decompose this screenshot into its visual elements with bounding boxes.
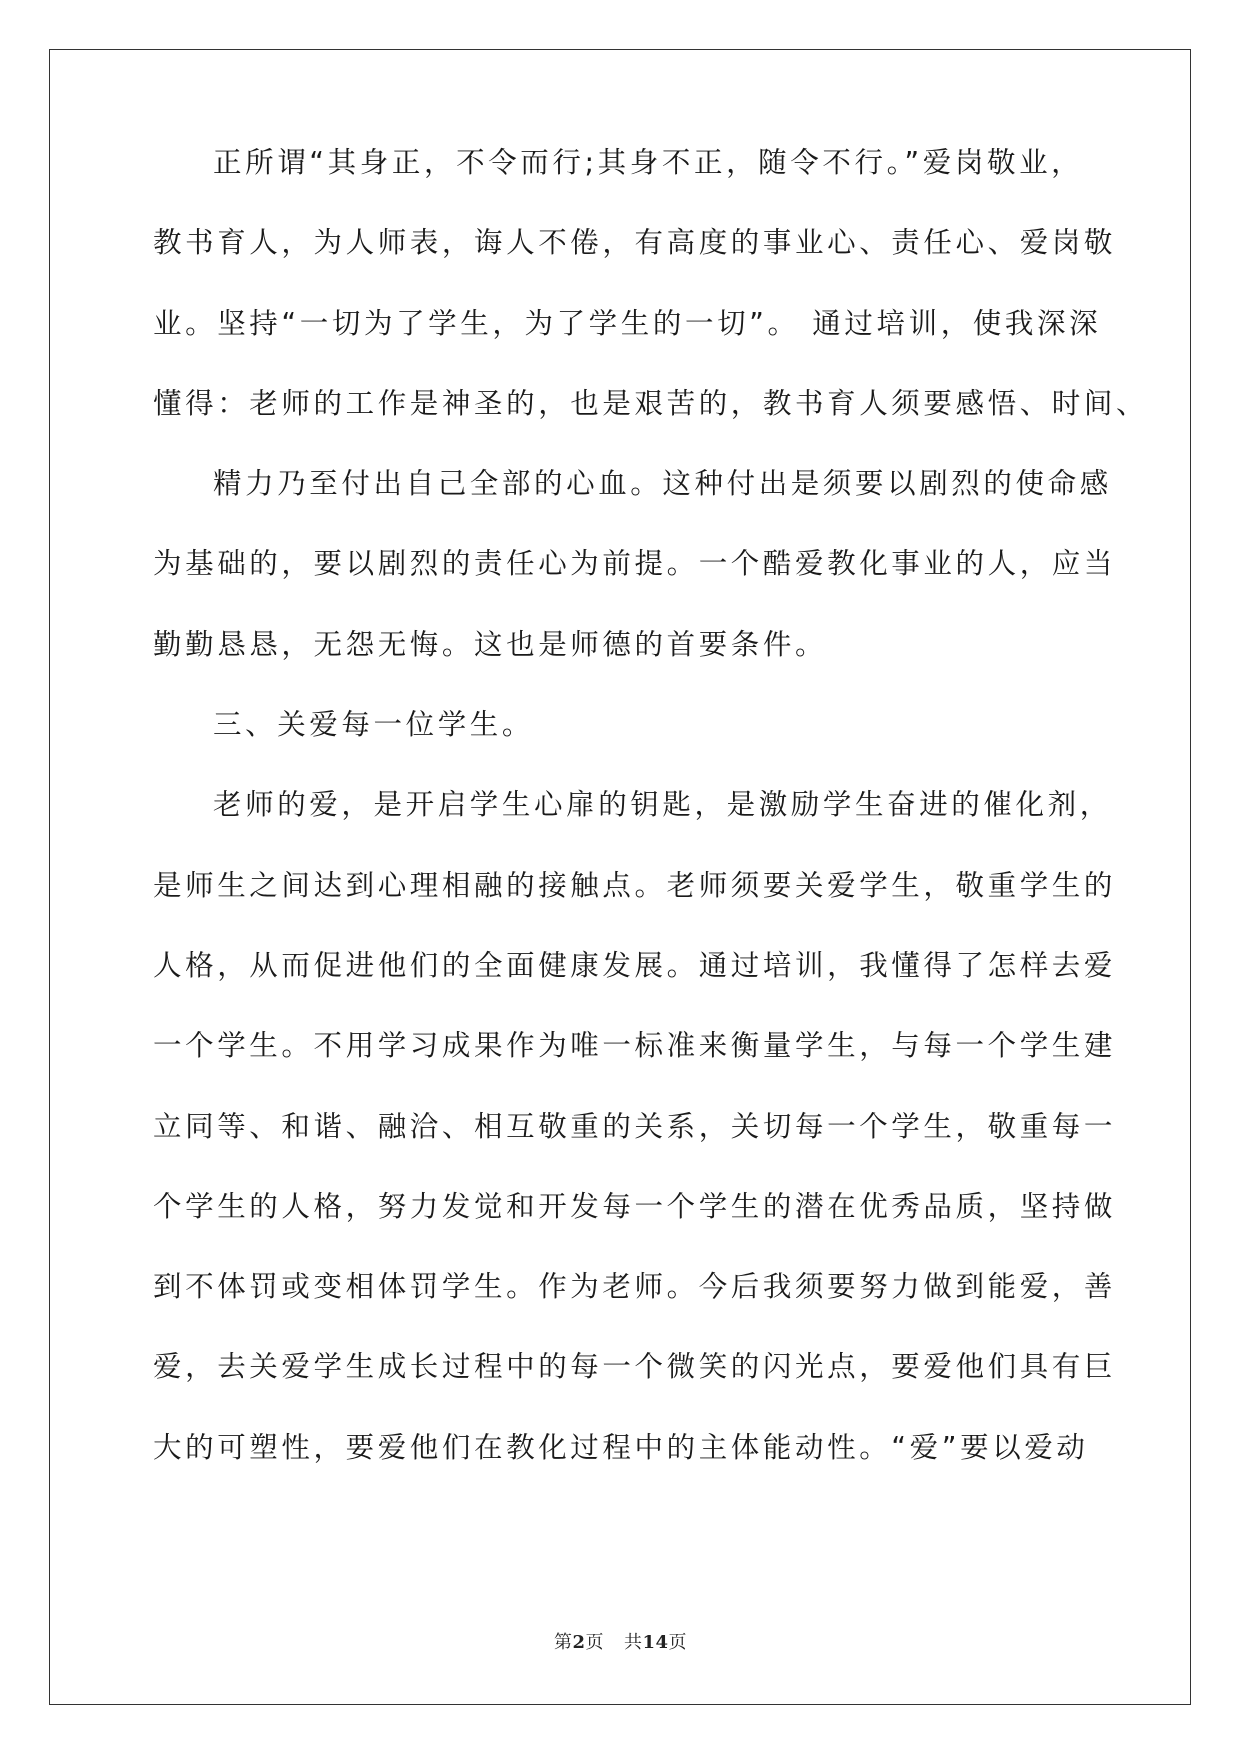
total-suffix: 页 [668, 1632, 688, 1653]
text-line: 业。坚持“一切为了学生，为了学生的一切”。 通过培训，使我深深 [153, 306, 1102, 340]
page-footer [0, 1628, 1241, 1654]
document-body [153, 138, 1149, 1503]
text-line: 人格，从而促进他们的全面健康发展。通过培训，我懂得了怎样去爱 [153, 948, 1117, 982]
text-line: 是师生之间达到心理相融的接触点。老师须要关爱学生，敬重学生的 [153, 868, 1117, 902]
text-line: 一个学生。不用学习成果作为唯一标准来衡量学生，与每一个学生建 [153, 1029, 1117, 1063]
page-prefix: 第 [553, 1632, 573, 1653]
text-line: 到不体罚或变相体罚学生。作为老师。今后我须要努力做到能爱，善 [153, 1270, 1117, 1304]
text-line: 立同等、和谐、融洽、相互敬重的关系，关切每一个学生，敬重每一 [153, 1109, 1117, 1143]
text-line: 教书育人，为人师表，诲人不倦，有高度的事业心、责任心、爱岗敬 [153, 226, 1117, 260]
section-heading: 三、关爱每一位学生。 [213, 708, 535, 742]
total-pages: 14 [642, 1632, 669, 1653]
text-line: 懂得：老师的工作是神圣的，也是艰苦的，教书育人须要感悟、时间、 [153, 386, 1149, 420]
page-number: 2 [572, 1632, 586, 1653]
text-line: 勤勤恳恳，无怨无悔。这也是师德的首要条件。 [153, 627, 828, 661]
total-prefix: 共 [623, 1632, 643, 1653]
text-line: 精力乃至付出自己全部的心血。这种付出是须要以剧烈的使命感 [213, 467, 1112, 501]
text-line: 为基础的，要以剧烈的责任心为前提。一个酷爱教化事业的人，应当 [153, 547, 1117, 581]
text-line: 正所谓“其身正，不令而行;其身不正，随令不行。”爱岗敬业， [213, 146, 1084, 179]
text-line: 个学生的人格，努力发觉和开发每一个学生的潜在优秀品质，坚持做 [153, 1189, 1117, 1223]
page-suffix: 页 [585, 1632, 604, 1653]
text-line: 大的可塑性，要爱他们在教化过程中的主体能动性。“爱”要以爱动 [153, 1430, 1089, 1464]
text-line: 老师的爱，是开启学生心扉的钥匙，是激励学生奋进的催化剂， [213, 788, 1112, 822]
text-line: 爱，去关爱学生成长过程中的每一个微笑的闪光点，要爱他们具有巨 [153, 1350, 1117, 1384]
